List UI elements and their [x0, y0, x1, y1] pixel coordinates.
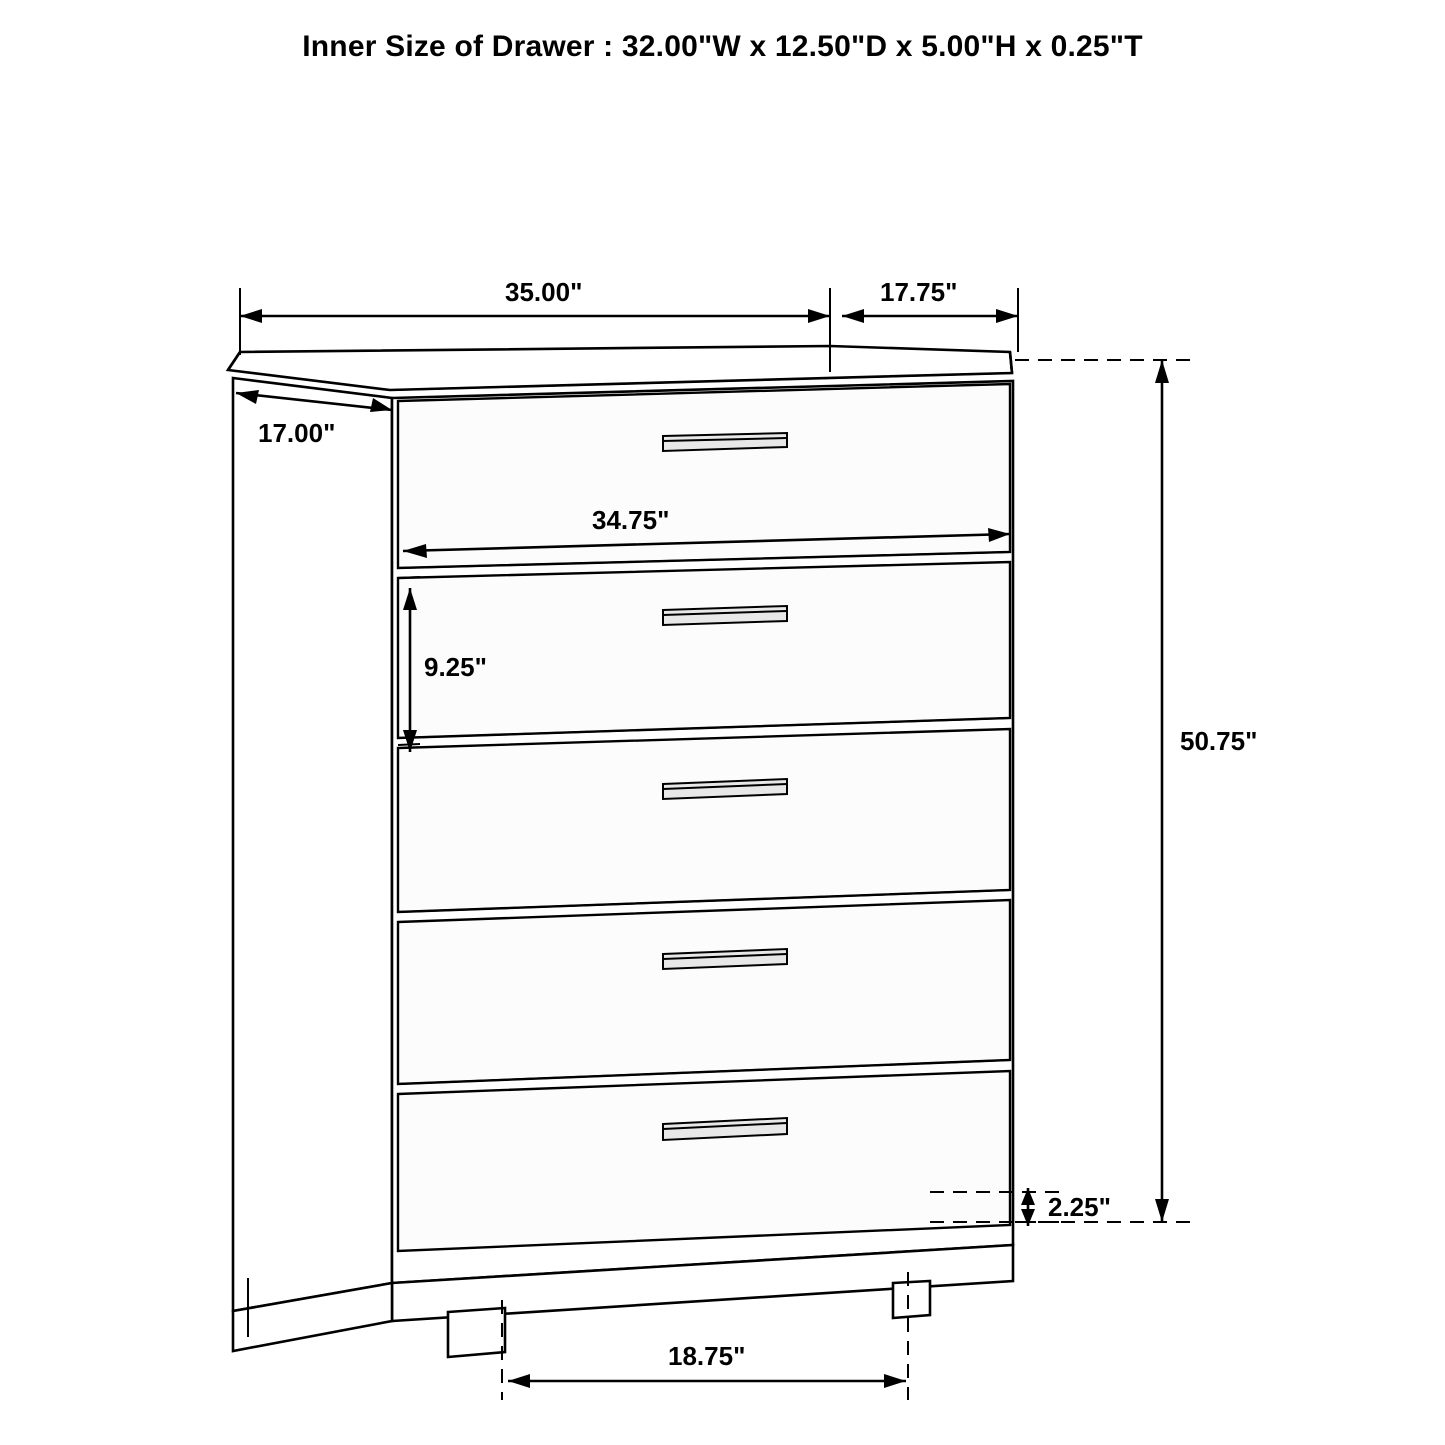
chest-leg-right	[893, 1281, 930, 1318]
dim-label-overall-height: 50.75"	[1180, 726, 1258, 756]
ext-line-925-bottom	[398, 744, 420, 745]
dim-label-case-depth: 17.00"	[258, 418, 336, 448]
drawer-front-1	[398, 384, 1010, 568]
chest-leg-left	[448, 1308, 505, 1357]
dim-label-foot-spacing: 18.75"	[668, 1341, 746, 1371]
dim-label-top-side-depth: 17.75"	[880, 277, 958, 307]
drawer-front-4	[398, 900, 1010, 1084]
dim-label-drawer-height: 9.25"	[424, 652, 487, 682]
dim-label-leg-height: 2.25"	[1048, 1192, 1111, 1222]
dim-arrow-5075	[1155, 360, 1169, 1222]
drawer-handle-2	[663, 606, 787, 625]
drawer-front-3	[398, 729, 1010, 912]
dim-arrow-1775	[842, 309, 1018, 323]
ext-line-925-top	[398, 577, 420, 578]
drawer-handle-1	[663, 433, 787, 451]
chest-left-side-panel	[233, 378, 392, 1311]
dim-label-top-width: 35.00"	[505, 277, 583, 307]
dim-arrow-35	[240, 309, 830, 323]
page-title: Inner Size of Drawer : 32.00"W x 12.50"D x 5.00"H x 0.25"T	[302, 30, 1143, 63]
drawer-front-2	[398, 562, 1010, 738]
dim-label-drawer-width: 34.75"	[592, 505, 670, 535]
drawer-front-5	[398, 1071, 1010, 1251]
dim-arrow-225	[1021, 1188, 1035, 1226]
dim-arrow-1875	[508, 1374, 906, 1388]
